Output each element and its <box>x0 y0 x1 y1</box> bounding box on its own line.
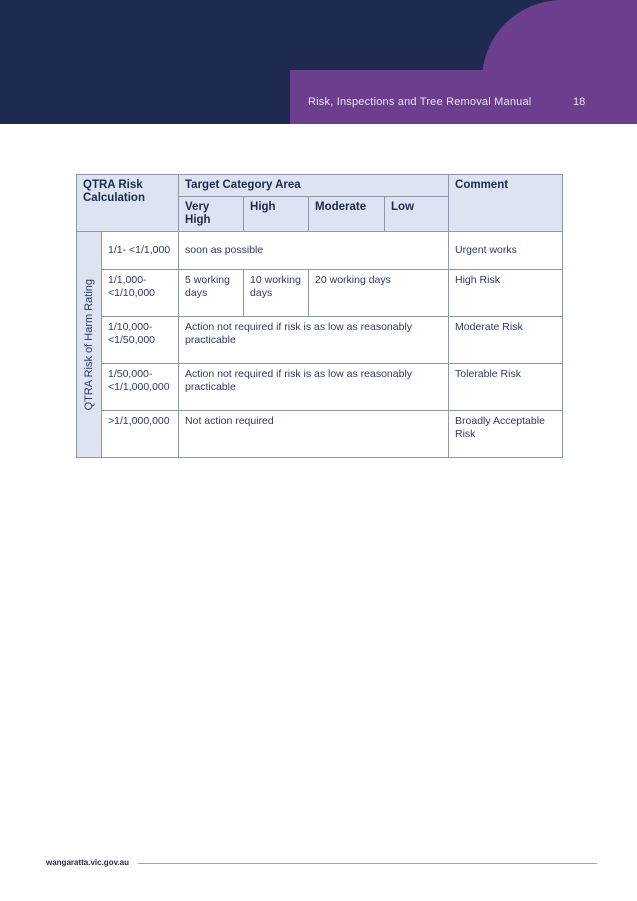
footer-divider <box>138 863 597 864</box>
header-very-high: Very High <box>179 197 244 232</box>
qtra-risk-table <box>76 174 563 458</box>
page-header <box>0 0 637 124</box>
risk-range-cell: 1/50,000- <1/1,000,000 <box>102 364 179 411</box>
header-target-category-area: Target Category Area <box>179 175 449 197</box>
table-header-row <box>77 175 563 197</box>
high-cell: 10 working days <box>244 270 309 317</box>
header-low: Low <box>385 197 449 232</box>
comment-cell: Tolerable Risk <box>449 364 563 411</box>
comment-cell: Urgent works <box>449 232 563 270</box>
table-row <box>77 317 563 364</box>
moderate-low-cell: 20 working days <box>309 270 449 317</box>
comment-cell: Moderate Risk <box>449 317 563 364</box>
header-comment: Comment <box>449 175 563 232</box>
document-title: Risk, Inspections and Tree Removal Manual <box>308 96 532 108</box>
side-label: QTRA Risk of Harm Rating <box>82 278 95 411</box>
side-label-cell <box>77 232 102 458</box>
header-moderate: Moderate <box>309 197 385 232</box>
risk-range-cell: 1/1- <1/1,000 <box>102 232 179 270</box>
risk-range-cell: 1/10,000- <1/50,000 <box>102 317 179 364</box>
page-number: 18 <box>573 96 586 108</box>
risk-range-cell: 1/1,000- <1/10,000 <box>102 270 179 317</box>
table-row <box>77 364 563 411</box>
comment-cell: High Risk <box>449 270 563 317</box>
action-cell: Action not required if risk is as low as reasonably practicable <box>179 364 449 411</box>
action-cell: Not action required <box>179 411 449 458</box>
action-cell: soon as possible <box>179 232 449 270</box>
header-risk-calculation: QTRA Risk Calculation <box>77 175 179 232</box>
table-row <box>77 232 563 270</box>
footer-website-link[interactable]: wangaratta.vic.gov.au <box>46 858 129 867</box>
table-row <box>77 270 563 317</box>
risk-range-cell: >1/1,000,000 <box>102 411 179 458</box>
comment-cell: Broadly Acceptable Risk <box>449 411 563 458</box>
very-high-cell: 5 working days <box>179 270 244 317</box>
table-row <box>77 411 563 458</box>
action-cell: Action not required if risk is as low as reasonably practicable <box>179 317 449 364</box>
header-high: High <box>244 197 309 232</box>
